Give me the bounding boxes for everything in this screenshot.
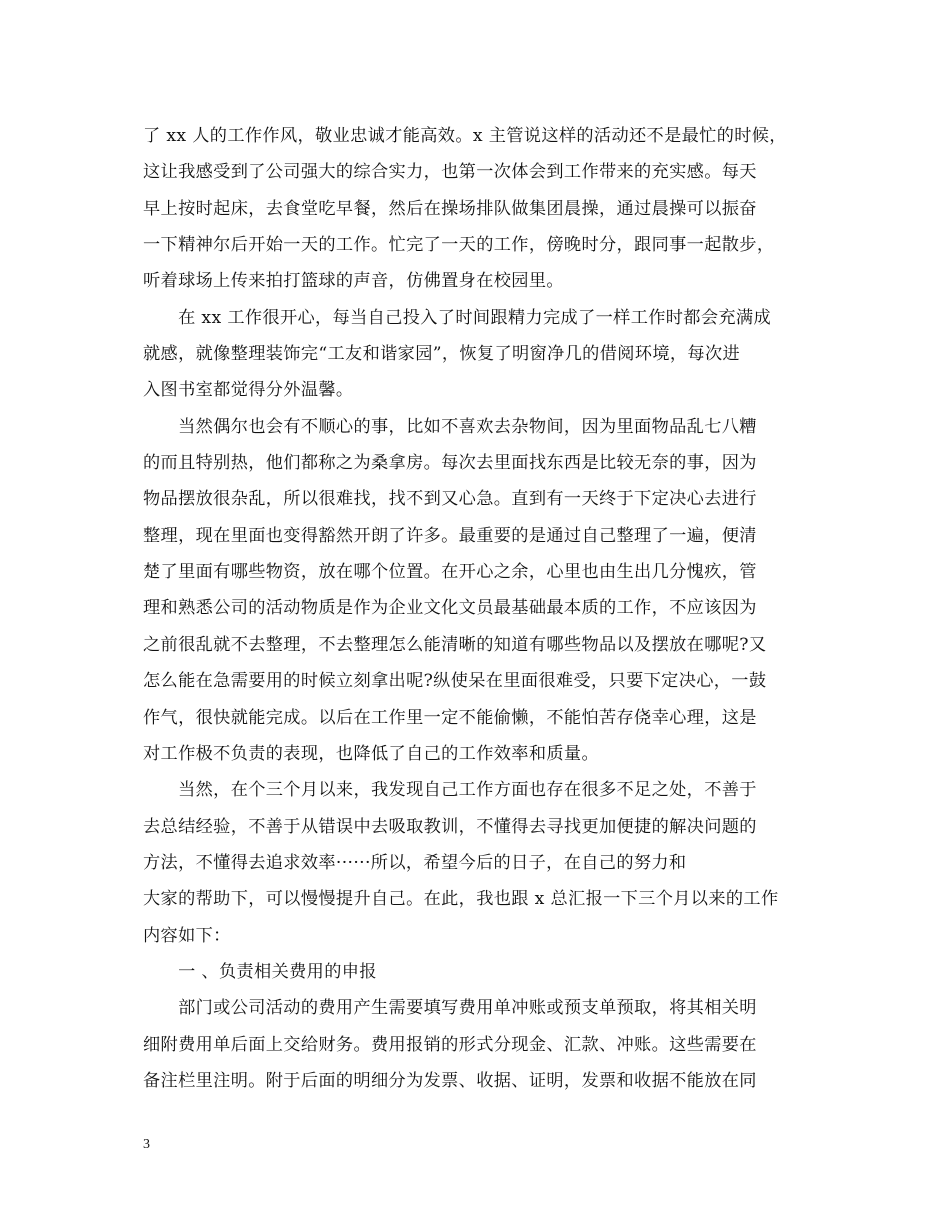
- text-line: 一 、负责相关费用的申报: [143, 961, 377, 982]
- text-line: 对工作极不负责的表现，也降低了自己的工作效率和质量。: [143, 743, 599, 764]
- text-line: 大家的帮助下，可以慢慢提升自己。在此，我也跟 x 总汇报一下三个月以来的工作: [143, 889, 779, 910]
- text-line: 怎么能在急需要用的时候立刻拿出呢?纵使呆在里面很难受，只要下定决心，一鼓: [143, 671, 767, 692]
- text-line: 作气，很快就能完成。以后在工作里一定不能偷懒，不能怕苦存侥幸心理，这是: [143, 707, 757, 728]
- text-line: 整理，现在里面也变得豁然开朗了许多。最重要的是通过自己整理了一遍，便清: [143, 525, 757, 546]
- text-line: 细附费用单后面上交给财务。费用报销的形式分现金、汇款、冲账。这些需要在: [143, 1034, 757, 1055]
- text-line: 这让我感受到了公司强大的综合实力，也第一次体会到工作带来的充实感。每天: [143, 162, 757, 183]
- text-line: 物品摆放很杂乱，所以很难找，找不到又心急。直到有一天终于下定决心去进行: [143, 489, 757, 510]
- text-line: 入图书室都觉得分外温馨。: [143, 380, 354, 401]
- text-line: 的而且特别热，他们都称之为桑拿房。每次去里面找东西是比较无奈的事，因为: [143, 453, 757, 474]
- text-line: 听着球场上传来拍打篮球的声音，仿佛置身在校园里。: [143, 271, 564, 292]
- text-line: 内容如下：: [143, 925, 231, 946]
- text-line: 了 xx 人的工作作风，敬业忠诚才能高效。x 主管说这样的活动还不是最忙的时候，: [143, 126, 787, 146]
- text-line: 理和熟悉公司的活动物质是作为企业文化文员最基础最本质的工作，不应该因为: [143, 598, 757, 619]
- text-line: 早上按时起床，去食堂吃早餐，然后在操场排队做集团晨操，通过晨操可以振奋: [143, 198, 757, 219]
- text-line: 之前很乱就不去整理，不去整理怎么能清晰的知道有哪些物品以及摆放在哪呢?又: [143, 634, 767, 655]
- text-line: 就感，就像整理装饰完“工友和谐家园”，恢复了明窗净几的借阅环境，每次进: [143, 344, 741, 365]
- text-line: 备注栏里注明。附于后面的明细分为发票、收据、证明，发票和收据不能放在同: [143, 1070, 757, 1091]
- body-text: [143, 118, 809, 1099]
- text-line: 楚了里面有哪些物资，放在哪个位置。在开心之余，心里也由生出几分愧疚，管: [143, 562, 757, 583]
- text-line: 在 xx 工作很开心，每当自己投入了时间跟精力完成了一样工作时都会充满成: [143, 307, 771, 328]
- page-number: 3: [143, 1137, 150, 1152]
- text-line: 去总结经验，不善于从错误中去吸取教训，不懂得去寻找更加便捷的解决问题的: [143, 816, 757, 837]
- text-line: 部门或公司活动的费用产生需要填写费用单冲账或预支单预取，将其相关明: [143, 998, 757, 1019]
- text-line: 当然，在个三个月以来，我发现自己工作方面也存在很多不足之处，不善于: [143, 780, 757, 801]
- text-line: 方法，不懂得去追求效率······所以，希望今后的日子，在自己的努力和: [143, 852, 687, 873]
- text-line: 一下精神尔后开始一天的工作。忙完了一天的工作，傍晚时分，跟同事一起散步，: [143, 235, 775, 256]
- text-line: 当然偶尔也会有不顺心的事，比如不喜欢去杂物间，因为里面物品乱七八糟: [143, 416, 757, 437]
